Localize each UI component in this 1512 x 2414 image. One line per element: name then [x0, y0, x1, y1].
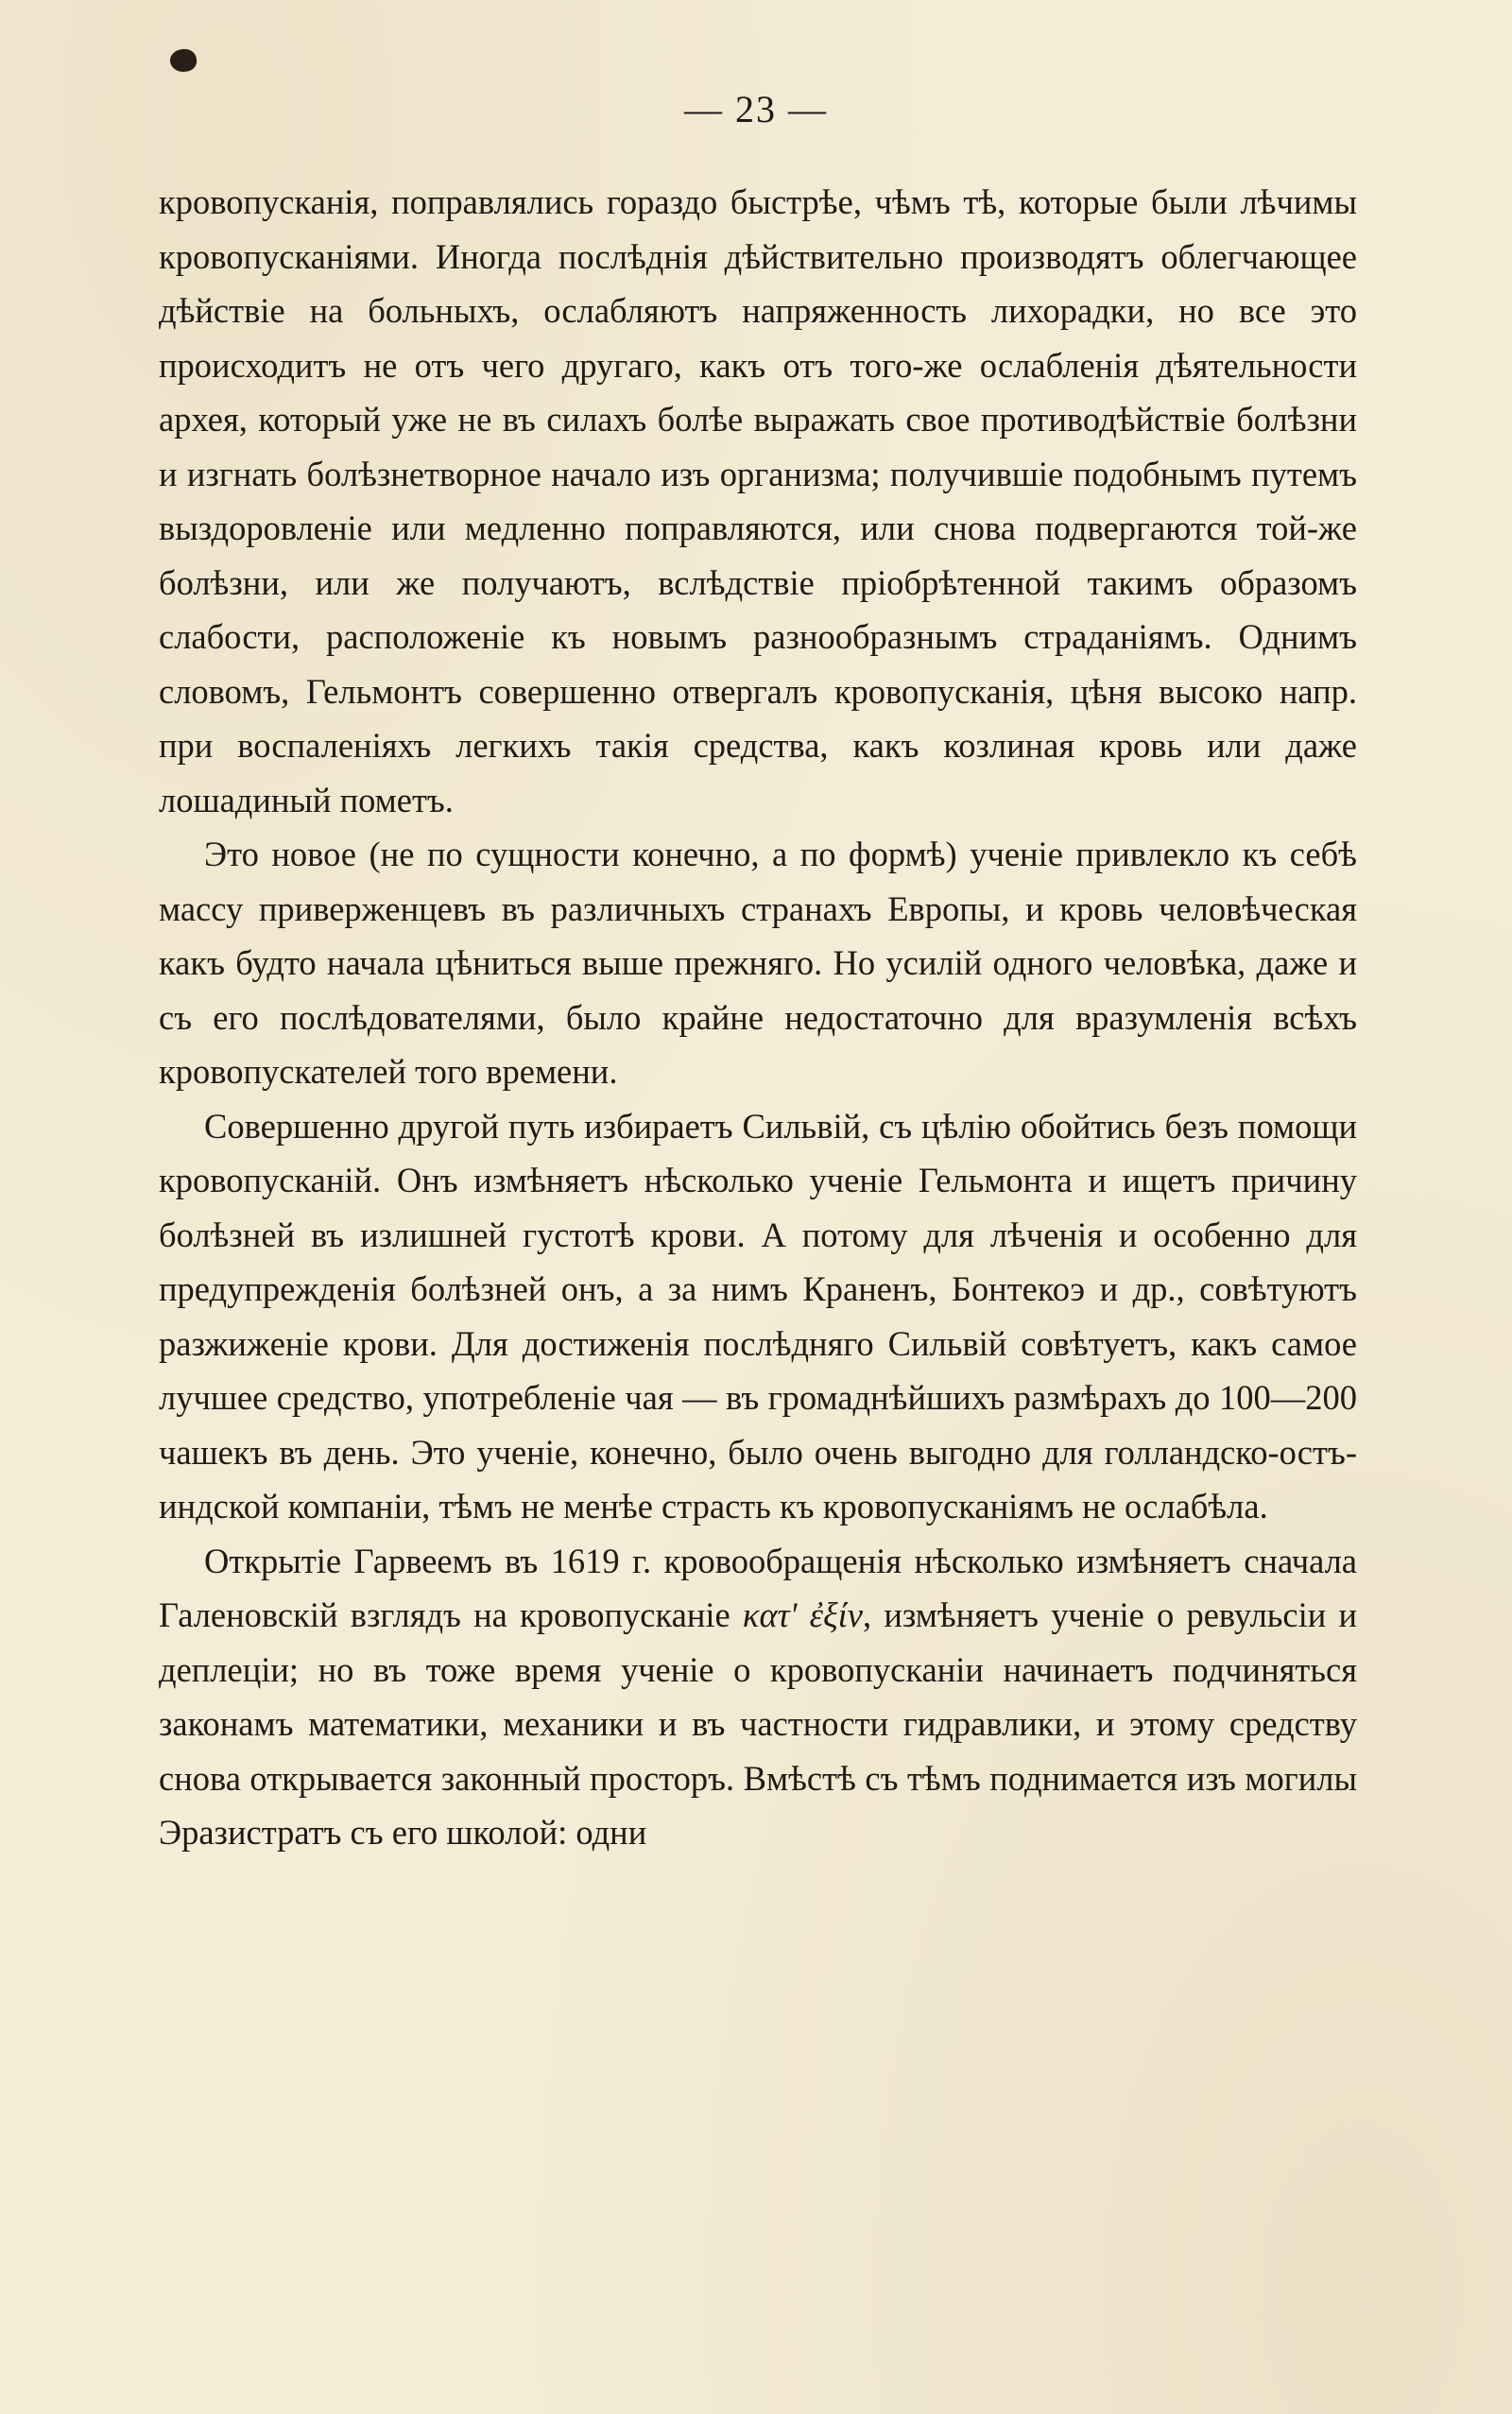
body-text: [159, 175, 1357, 1860]
paragraph-4-text-after: , измѣняетъ ученіе о ревульсіи и деплеціи; но въ тоже время ученіе о кровопусканіи начинаетъ подчиняться законамъ математики, механики и въ частности гидравлики, и этому средству снова открывается законный просторъ. Вмѣстѣ съ тѣмъ поднимается изъ могилы Эразистратъ съ его школой: одни: [159, 1595, 1358, 1852]
paragraph-3: Совершенно другой путь избираетъ Сильвій, съ цѣлію обойтись безъ помощи кровопусканій. Онъ измѣняетъ нѣсколько ученіе Гельмонта и ищетъ причину болѣзней въ излишней густотѣ крови. А потому для лѣченія и особенно для предупрежденія болѣзней онъ, а за нимъ Краненъ, Бонтекоэ и др., совѣтуютъ разжиженіе крови. Для достиженія послѣдняго Сильвій совѣтуетъ, какъ самое лучшее средство, употребленіе чая — въ громаднѣйшихъ размѣрахъ до 100—200 чашекъ въ день. Это ученіе, конечно, было очень выгодно для голландско-остъ-индской компаніи, тѣмъ не менѣе страсть къ кровопусканіямъ не ослабѣла.: [159, 1106, 1357, 1526]
greek-phrase: κατ' ἐξίν: [742, 1595, 864, 1634]
paragraph-2: Это новое (не по сущности конечно, а по формѣ) ученіе привлекло къ себѣ массу приверженцевъ въ различныхъ странахъ Европы, и кровь человѣческая какъ будто начала цѣниться выше прежняго. Но усилій одного человѣка, даже и съ его послѣдователями, было крайне недостаточно для вразумленія всѣхъ кровопускателей того времени.: [159, 835, 1357, 1091]
paragraph-4: [159, 1534, 1357, 1860]
ink-blot: [168, 47, 198, 74]
page-number: — 23 —: [684, 88, 828, 130]
paragraph-1: кровопусканія, поправлялись гораздо быстрѣе, чѣмъ тѣ, которые были лѣчимы кровопусканіями. Иногда послѣднія дѣйствительно производятъ облегчающее дѣйствіе на больныхъ, ослабляютъ напряженность лихорадки, но все это происходитъ не отъ чего другаго, какъ отъ того-же ослабленія дѣятельности архея, который уже не въ силахъ болѣе выражать свое противодѣйствіе болѣзни и изгнать болѣзнетворное начало изъ организма; получившіе подобнымъ путемъ выздоровленіе или медленно поправляются, или снова подвергаются той-же болѣзни, или же получаютъ, вслѣдствіе пріобрѣтенной такимъ образомъ слабости, расположеніе къ новымъ разнообразнымъ страданіямъ. Однимъ словомъ, Гельмонтъ совершенно отвергалъ кровопусканія, цѣня высоко напр. при воспаленіяхъ легкихъ такія средства, какъ козлиная кровь или даже лошадиный пометъ.: [159, 182, 1357, 819]
paragraph-4-text-before: Открытіе Гарвеемъ въ 1619 г. кровообращенія нѣсколько измѣняетъ сначала Галеновскій взглядъ на кровопусканіе: [159, 1541, 1357, 1634]
